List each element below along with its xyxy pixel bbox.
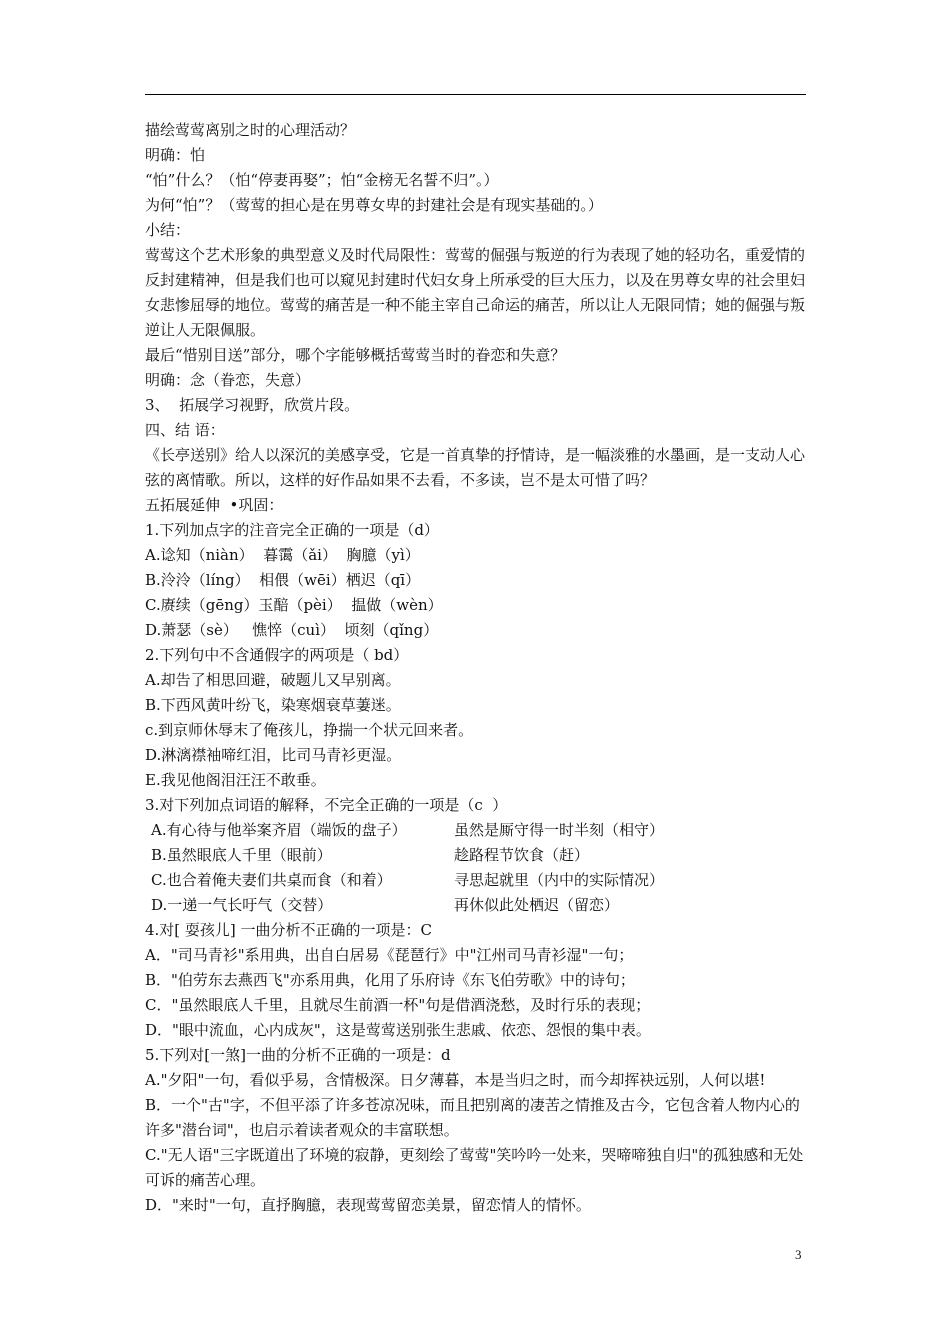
- question-option: A.谂知（niàn） 暮霭（ǎi） 胸臆（yì）: [145, 546, 420, 564]
- question-option: C．"虽然眼底人千里，且就尽生前酒一杯"句是借酒浇愁，及时行乐的表现；: [145, 996, 651, 1014]
- text-line: 最后“惜别目送”部分，哪个字能够概括莺莺当时的眷恋和失意？: [145, 346, 566, 364]
- option-right: 再休似此处栖迟（留恋）: [454, 896, 620, 914]
- section-heading: 五拓展延伸 •巩固：: [145, 496, 284, 514]
- question-stem: 2.下列句中不含通假字的两项是（ bd）: [145, 646, 409, 664]
- question-2: [145, 643, 810, 793]
- question-option-row: [145, 868, 810, 893]
- question-option-row: [145, 818, 810, 843]
- question-option: c.到京师休辱末了俺孩儿，挣揣一个状元回来者。: [145, 721, 474, 739]
- question-option: D.萧瑟（sè） 憔悴（cuì） 顷刻（qǐng）: [145, 621, 439, 639]
- question-option-row: [145, 893, 810, 918]
- text-line: “怕”什么？（怕“停妻再娶”；怕“金榜无名誓不归”。）: [145, 171, 499, 189]
- option-right: 趁路程节饮食（赶）: [454, 846, 590, 864]
- summary-paragraph: 莺莺这个艺术形象的典型意义及时代局限性：莺莺的倔强与叛逆的行为表现了她的轻功名，重爱情的反封建精神，但是我们也可以窥见封建时代妇女身上所承受的巨大压力，以及在男尊女卑的社会里妇女悲惨屈辱的地位。莺莺的痛苦是一种不能主宰自己命运的痛苦，所以让人无限同情；她的倔强与叛逆让人无限佩服。: [145, 246, 806, 339]
- question-option: A.却告了相思回避，破题儿又早别离。: [145, 671, 401, 689]
- question-1: [145, 518, 810, 643]
- question-option-row: [145, 843, 810, 868]
- question-3: [145, 793, 810, 918]
- option-right: 虽然是厮守得一时半刻（相守）: [454, 821, 665, 839]
- question-option: D．"来时"一句，直抒胸臆，表现莺莺留恋美景，留恋情人的情怀。: [145, 1196, 591, 1214]
- question-option: D.淋漓襟袖啼红泪，比司马青衫更湿。: [145, 746, 402, 764]
- text-line: 明确：怕: [145, 146, 206, 164]
- section-heading: 四、结 语：: [145, 421, 225, 439]
- header-rule: [145, 94, 806, 95]
- question-stem: 3.对下列加点词语的解释，不完全正确的一项是（c ）: [145, 796, 508, 814]
- text-line: 描绘莺莺离别之时的心理活动？: [145, 121, 356, 139]
- question-option: B．一个"古"字，不但平添了许多苍凉况味，而且把别离的凄苦之情推及古今，它包含着人物内心的许多"潜台词"，也启示着读者观众的丰富联想。: [145, 1096, 800, 1139]
- question-option: B.泠泠（líng） 相偎（wēi）栖迟（qī）: [145, 571, 421, 589]
- question-option: A."夕阳"一句，看似乎易，含情极深。日夕薄暮，本是当归之时，而今却挥袂远别，人何以堪!: [145, 1071, 766, 1089]
- question-stem: 4.对[ 耍孩儿] 一曲分析不正确的一项是：C: [145, 921, 433, 939]
- document-body: [145, 118, 810, 1218]
- option-left: C.也合着俺夫妻们共桌而食（和着）: [151, 871, 392, 889]
- question-option: B.下西风黄叶纷飞，染寒烟衰草萋迷。: [145, 696, 401, 714]
- question-option: C.赓续（gēng）玉醅（pèi） 揾做（wèn）: [145, 596, 443, 614]
- page-number: 3: [795, 1247, 802, 1262]
- question-option: C."无人语"三字既道出了环境的寂静，更刻绘了莺莺"笑吟吟一处来，哭啼啼独自归"的孤独感和无处可诉的痛苦心理。: [145, 1146, 804, 1189]
- question-4: [145, 918, 810, 1043]
- option-left: D.一递一气长吁气（交替）: [151, 896, 333, 914]
- text-line: 3、 拓展学习视野，欣赏片段。: [145, 396, 360, 414]
- question-stem: 1.下列加点字的注音完全正确的一项是（d）: [145, 521, 439, 539]
- question-stem: 5.下列对[一煞]一曲的分析不正确的一项是：d: [145, 1046, 451, 1064]
- question-option: E.我见他阁泪汪汪不敢垂。: [145, 771, 326, 789]
- section-label: 小结：: [145, 221, 191, 239]
- option-left: A.有心待与他举案齐眉（端饭的盘子）: [151, 821, 407, 839]
- question-option: D．"眼中流血，心内成灰"，这是莺莺送别张生悲戚、依恋、怨恨的集中表。: [145, 1021, 651, 1039]
- text-line: 为何“怕”？（莺莺的担心是在男尊女卑的封建社会是有现实基础的。）: [145, 196, 603, 214]
- question-option: A．"司马青衫"系用典，出自白居易《琵琶行》中"江州司马青衫湿"一句；: [145, 946, 634, 964]
- conclusion-paragraph: 《长亭送别》给人以深沉的美感享受，它是一首真挚的抒情诗，是一幅淡雅的水墨画，是一支动人心弦的离情歌。所以，这样的好作品如果不去看，不多读，岂不是太可惜了吗？: [145, 446, 806, 489]
- option-right: 寻思起就里（内中的实际情况）: [454, 871, 665, 889]
- text-line: 明确：念（眷恋，失意）: [145, 371, 311, 389]
- question-option: B．"伯劳东去燕西飞"亦系用典，化用了乐府诗《东飞伯劳歌》中的诗句；: [145, 971, 635, 989]
- question-5: [145, 1043, 810, 1218]
- option-left: B.虽然眼底人千里（眼前）: [151, 846, 332, 864]
